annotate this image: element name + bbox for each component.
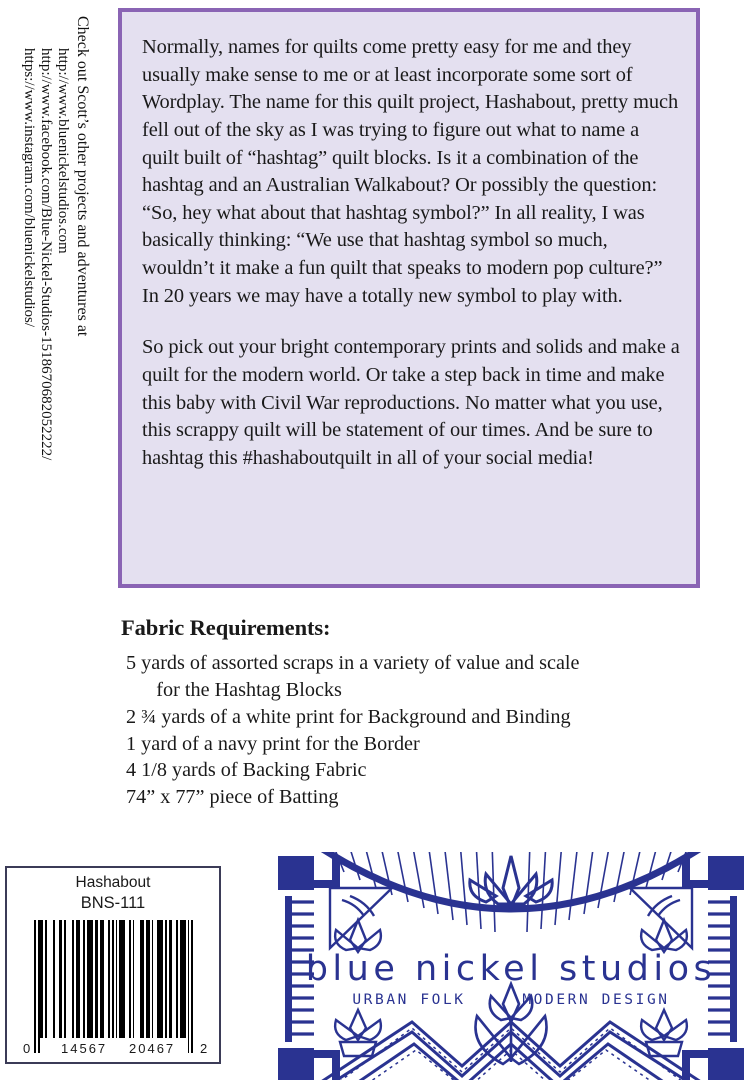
facebook-link[interactable]: http://www.facebook.com/Blue-Nickel-Studios-1518670682052222/	[38, 48, 54, 461]
fabric-requirements-list	[118, 650, 718, 811]
barcode-digit-group: 14567	[61, 1041, 108, 1056]
fabric-item: for the Hashtag Blocks	[126, 678, 342, 701]
logo-tagline	[272, 993, 750, 1008]
fabric-item: 4 1/8 yards of Backing Fabric	[126, 759, 367, 782]
barcode-bars-graphic	[34, 920, 194, 1038]
fabric-item: 74” x 77” piece of Batting	[126, 786, 339, 809]
story-panel	[118, 8, 700, 588]
barcode-digit-group: 2	[200, 1041, 208, 1056]
logo-tagline-right: MODERN DESIGN	[522, 992, 670, 1008]
instagram-link[interactable]: https://www.instagram.com/bluenickelstudios/	[21, 48, 37, 327]
fabric-requirements-title: Fabric Requirements:	[121, 615, 331, 640]
barcode-product-name: Hashabout	[75, 874, 151, 891]
barcode-bar	[191, 920, 193, 1053]
blue-nickel-studios-logo	[272, 852, 750, 1080]
story-paragraph-2: So pick out your bright contemporary prints and solids and make a quilt for the modern world. Or take a step back in time and make this baby with Civil War reproductions. No matter what you use, this scrappy quilt will be statement of our times. And be sure to hashtag this #hashaboutquilt in all of your social media!	[142, 336, 680, 469]
side-credits-block	[0, 0, 112, 640]
story-paragraph-1: Normally, names for quilts come pretty easy for me and they usually make sense to me or at least incorporate some sort of Wordplay. The name for this quilt project, Hashabout, pretty much fell out of the sky as I was trying to figure out what to name a quilt built of “hashtag” quilt blocks. Is it a combination of the hashtag and an Australian Walkabout? Or possibly the question: “So, hey what about that hashtag symbol?” In all reality, I was basically thinking: “We use that hashtag symbol so much, wouldn’t it make a fun quilt that speaks to modern pop culture?” In 20 years we may have a totally new symbol to play with.	[142, 36, 679, 307]
barcode-digit-group: 20467	[129, 1041, 176, 1056]
barcode-panel	[5, 866, 221, 1064]
logo-wordmark: blue nickel studios	[305, 949, 717, 989]
logo-tagline-left: URBAN FOLK	[352, 992, 466, 1008]
paragraph-spacer	[142, 310, 680, 334]
barcode-digits	[19, 1036, 211, 1056]
fabric-item: 5 yards of assorted scraps in a variety of value and scale	[126, 652, 580, 674]
barcode-sku: BNS-111	[80, 893, 146, 912]
website-link[interactable]: http://www.bluenickelstudios.com	[55, 48, 71, 254]
fabric-item: 2 ¾ yards of a white print for Background and Binding	[126, 705, 571, 728]
barcode-digit-group: 0	[23, 1041, 31, 1056]
barcode-label-block	[7, 868, 219, 913]
fabric-item: 1 yard of a navy print for the Border	[126, 732, 420, 755]
fabric-requirements-section	[118, 615, 718, 811]
side-credits-heading: Check out Scott’s other projects and adventures at	[74, 16, 91, 337]
